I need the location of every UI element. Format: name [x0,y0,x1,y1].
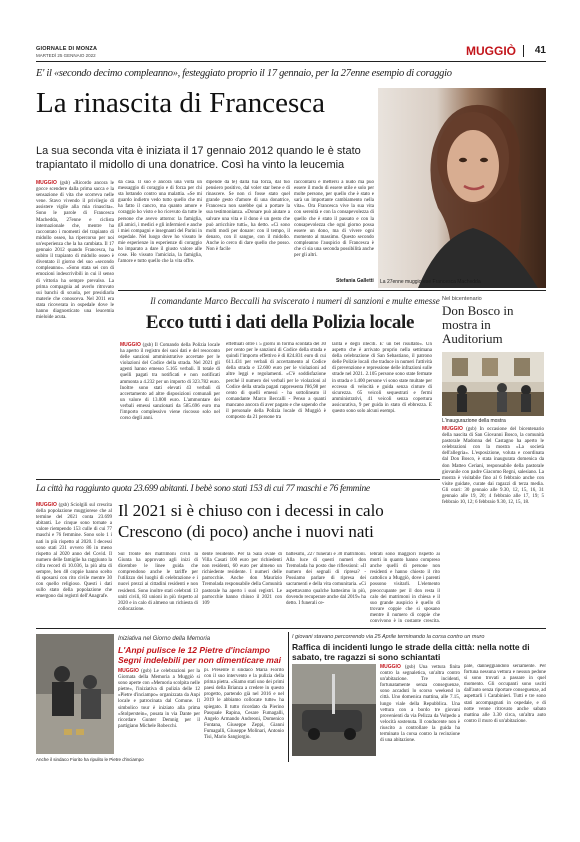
exhibition-illustration [442,352,544,416]
article-3-col-1 [36,502,112,624]
article-3-title: Il 2021 si è chiuso con i decessi in calo Crescono (di poco) anche i nuovi nati [118,501,384,541]
page-number: 41 [534,45,546,56]
page-number-divider [523,45,524,57]
sidebar-body [442,426,544,576]
article-3-col-2: Sul fronte dei matrimoni civili la Giunta ha approvato agli inizi di dicembre le linee guida che comprendono anche le tariffe per l'utilizzo dei luoghi di celebrazione e i nuovi prezzi ai cittadini residenti e non residenti. Sono inoltre stati celebrati 13 uniti civili, 83 unioni in più rispetto al 2020 e in calo di almeno un richiesta di collocazione. [118,552,198,612]
article-4-col-2: pi. Presente il sindaco Maria Fiorito con il suo intervento e la pulizia della prima pietra. «Siamo stati uno dei primi paesi della Brianza a credere in questo progetto, partendo già nel 2016 e nel 2019 le abbiamo collocate tutte» ha spiegato. Il tutto ricordato da Pierino Pasquale Rapina, Cesare Fumagalli, Angelo Armando Andreoni, Domenico Fontana, Giuseppe Zeppi, Gianni Fumagalli, Giuseppe Molinari, Antonio Tisi, Mario Sangiorgio. [204,668,284,741]
stumbling-stones-caption: Anche il sindaco Fiorito ha ripulito le Pietre d'inciampo [36,757,144,762]
article-4-kicker: Iniziativa nel Giorno della Memoria [118,636,211,642]
sidebar-kicker: Nel bicentenario [442,296,482,302]
article-2-author: (gsb) [142,343,153,348]
article-1-author: (gsb) [59,181,70,186]
article-2-kicker: Il comandante Marco Beccalli ha sviscerato i numeri di sanzioni e multe emesse [150,296,440,306]
article-5-col-2: pale, danneggiandolo seriamente. Per fortuna nessuna vettura e nessun pedone si sono trovati a passare in quel momento. Gli occupanti sono usciti dall'auto senza riportare conseguenze, ad aspettarli i Carabinieri. Tutti e tre sono stati accompagnati in ospedale, e di notte venne ritrovato anche sabato mattina alle 3.30 circa, un'altra auto contro il muro di un'abitazione. [464,664,546,724]
article-1-subtitle: La sua seconda vita è iniziata il 17 gennaio 2012 quando le è stato trapiantato il midollo di una donatrice. Così ha vinto la leucemia [36,145,361,171]
article-5-kicker: I giovani stavano percorrendo via 25 Aprile terminando la corsa contro un muro [292,634,485,640]
article-4-col-1 [118,668,200,760]
article-1-col-1 [36,180,114,480]
article-3-col-5: lebrati sono maggiori rispetto ai morti in quanto hanno compreso anche quelli di persone non residenti e hanno chiesto il rito cattolico a Muggiò, dove i parenti possono visitarli. L'elemento preoccupante per il don resta il calo dei matrimoni in chiesa e il suo grande auspicio è quello di trovare coppie che si sposano mentre il numero di coppie che convivono è in costante crescita. [370,552,440,624]
portrait-illustration [378,88,546,288]
article-2-col-3: larità e degli illeciti. E' un bel risultato». Un aspetto che è arrivato proprio nella settimana della celebrazione di San Sebastiano, il patrono delle Polizie locali che traduce in numeri l'attività di prevenzione e repressione delle infrazioni sulle strade nel 2021. 2.105 persone sono state fermate in strada e 1.400 persone vi sono state multate per eccesso di velocità e guida senza cinture di sicurezza. 65 veicoli sequestrati e fermi amministrativi, 41 veicoli senza copertura assicurativa, 9 per guida in stato di ebbrezza. E questo sono solo alcuni esempi. [332,342,432,415]
stumbling-stones-photo [36,634,114,754]
francesca-portrait-photo [378,88,546,288]
article-3-kicker: La città ha raggiunto quota 23.699 abitanti. I bebè sono stati 153 di cui 77 maschi e 76 femmine [36,484,370,494]
exhibition-photo [442,352,544,416]
article-2-title: Ecco tutti i dati della Polizia locale [145,312,415,333]
newspaper-name: GIORNALE DI MONZA [36,46,98,52]
portrait-caption: La 27enne muggiorese Francesca Machedda [380,279,481,285]
sidebar-text: In occasione del bicentenario della nascita di San Giovanni Bosco, la comunità pastorale Madonna del Castagno ha aperto le celebrazioni con la mostra «La società dell'allegria». L'esposizione, voluta e coordinata dal Don Bosco, è stata inaugurata domenica da don Matteo Ceriani, responsabile della pastorale giovanile con padre Giacomo Regni, salesiano. La mostra è visitabile fino al 6 febbraio anche con visite guidate, curate dai ragazzi di terza media. Gli orari: 30 gennaio alle 9.30, 12, 15, 16, 31 gennaio alle 19, 20; 4 febbraio alle 17, 19; 5 febbraio 10, 12; 6 febbraio 9.30, 12, 15, 18. [442,427,544,506]
sidebar-author: (gsb) [466,427,477,432]
article-divider [288,632,289,762]
article-5-text-1: Una vettura finita contro la segnaletica, un'altra contro un'abitazione. Tre incidenti, fortunatamente senza conseguenze, sono accaduti lo scorso weekend in città. Uno domenica mattina, alle 7.15, lungo viale della Repubblica. Una vettura con a bordo tre giovani provenienti da via Pelizza da Volpedo a velocità sostenuta. Il conducente non è riuscito a controllare la guida ha terminato la corsa contro la recinzione di una abitazione. [380,665,460,744]
section-brand: MUGGIÒ [466,44,516,58]
header-rule [36,61,546,62]
article-1-col-2: da casa. Il suo è ancora una volta un messaggio di coraggio e di forza per chi sta lottando contro una malattia. «Se mi guardo indietro vedo tutto quello che mi ha fatto il cancro, ma quanto amore e coraggio ho visto e ho ricevuto da tutte le persone che avevo attorno: la famiglia, gli amici, i medici e gli infermieri e anche i miei compagni e insegnanti del Parini in ospedale. Nel luogo dove ho vissuto le mie esperienze in esperienze di coraggio ho imparato a dare il giusto valore alle cose. Ho vissuto l'amicizia, la famiglia, l'amore e tutto quello che la vita offre. [118,180,202,265]
article-1-kicker: E' il «secondo decimo compleanno», festeggiato proprio il 17 gennaio, per la 27enne esempio di coraggio [36,68,452,79]
article-1-col-4: raccontarsi e mettersi a nudo ma può essere il modo di essere utile e solo per molte persone, per quello che è stato e sarà un importante cambiamento nella vita». Ora Francesca vive la sua vita con serenità e con la consapevolezza di quello che è stato il passato e con la consapevolezza che ogni giorno possa essere un dono, ma di vivere ogni momento al massimo. Questo secondo compleanno l'auspicio di Francesca è che ci sia una seconda possibilità anche per gli altri. [294,180,374,259]
article-2-col-2: effettuati oltre i 5 giorni in forma scontata del 30 per cento per le sanzioni di Codice della strada e quindi l'importo effettivo è di 824.831 euro di cui 611.431 per verbali di accertamento al Codice della strada e 12.600 euro per le violazioni ad altre leggi e regolamenti. «C'è soddisfazione perché il numero dei verbali per le violazioni al Codice della strada pagati rappresenta l'86,98 per cento di quelli emessi - ha sottolineato il comandante Marco Beccalli - Penso a quanti mancano ancora di aver pagato e che sapendo che il personale della Polizia locale di Muggiò è composto da 21 persone tra [226,342,326,421]
article-4-text-1: Le celebrazioni per la Giornata della Memoria a Muggiò si sono aperte con «Memoria scolpita nelle pietre», l'iniziativa di pulizia delle 12 «Pietre d'inciampo» organizzata da Anpi locale e patrocinata dal Comune. Il simbolico tour è iniziato alla prima «Stolperstein», posata in via Dante per ricordare Gunter Demnig per il partigiano Michele Robecchi. [118,669,200,729]
sidebar-place-tag: MUGGIÒ [442,426,463,432]
article-5-title: Raffica di incidenti lungo le strade della città: nella notte di sabato, tre ragazzi si sono schiantati [292,642,530,662]
article-4-title: L'Anpi pulisce le 12 Pietre d'inciampo Segni indelebili per non dimenticare mai [118,645,281,665]
sidebar-title: Don Bosco in mostra in Auditorium [442,303,514,346]
crash-photo [292,664,376,756]
article-5-col-1 [380,664,460,760]
article-4-author: (gsb) [141,669,152,674]
article-2-bottom-rule [36,479,440,480]
issue-date: MARTEDÌ 25 GENNAIO 2022 [36,53,96,58]
photo-credit: Stefania Galletti [336,278,374,284]
sidebar-don-bosco [440,290,546,580]
article-3-author: (gsb) [58,503,69,508]
article-1-title: La rinascita di Francesca [36,87,326,119]
article-1-text-1: «Ricordo ancora le gocce scendere dalla prima sacca e la sensazione di vita che scorreva nelle vene. Stavo vivendo il privilegio di assistere vigile alla mia rinascita». Sono le parole di Francesca Machedda, 27enne e ciclista internazionale che, mentre ha raccontato i momenti del trapianto di midollo osseo, ha ripercorso per noi un'esperienza che la ha cambiata. Il 17 gennaio 2012 quando Francesca, ha subito il trapianto di midollo osseo è diventato il giorno del suo «secondo compleanno». «Sono stata sei con di emozioni indescrivibili in cui il senso di vittoria ha sempre prevalso. La prima compagnia ad averlo ritrovato sui banchi di scuola, per presidiarla materie che conosceva. Nel 2011 era stata ricoverata in ospedale dove le hanno diagnosticato una leucemia mieloide acuta. [36,181,114,321]
article-3-col-4: battesimi, 227 funerali e 30 matrimoni. Alla luce di questi numeri don Tremolada ha posto due riflessioni: «Il numero dei segnali di ripresa? - Possiamo parlare di ripresa dei sacramenti e della vita comunitaria. «Ci aspettavamo qualche battesimo in più, dovendo recuperare anche dal 2019» ha detto. I funerali ce- [286,552,366,606]
article-3-col-3: dente residente. Per la Sala ovale di Villa Casati 100 euro per richiedenti non residenti, 60 euro per almeno un richiedente residente. I numeri delle parrocchie. Anche don Maurizio Tremolada responsabile della Comunità pastorale ha aperto i suoi registri. Le parrocchie hanno chiuso il 2021 con 109 [202,552,282,606]
article-5-place-tag: MUGGIÒ [380,664,401,670]
article-4-place-tag: MUGGIÒ [118,668,139,674]
crash-illustration [292,664,376,756]
article-2-place-tag: MUGGIÒ [120,342,141,348]
article-1-place-tag: MUGGIÒ [36,180,57,186]
article-1-col-3: dipende da te) dalla tua forza, dal tuo pensiero positivo, dal voler star bene e di rinascere. Se non ci fosse stato quel grande gesto d'amore di una donatrice, Francesca non sarebbe qui a portare la sua testimonianza. «Donare può aiutare a salvare una vita e il dono è un gesto che può arricchire tutti», ha detto. «Ci sono molti modi per donare: con il tempo, il denaro, con il sangue, con il midollo. Anche io cerco di dare quello che posso. Non è facile [206,180,290,253]
article-3-place-tag: MUGGIÒ [36,502,57,508]
stumbling-stones-illustration [36,634,114,754]
article-3-bottom-rule [36,628,546,629]
article-2-col-1 [120,342,220,442]
article-5-author: (gsb) [404,665,416,670]
article-3-text-1: Sciolgili sul crescita della popolazione muggiorese che al termine del 2021 conta 23.699 abitanti. Le cinque sono tornate a valore riempendo 153 culle di cui 77 maschi e 76 femmine. Sono solo 1 i nati in più rispetto al 2020. I decessi sono stati 231 ovvero 86 in meno rispetto al 2020 anno del Covid. Il numero delle famiglie ha raggiunto la cifra record di 10.036, la più alta di sempre, ben 48 coppie hanno scelto di sposarsi con rito civile mentre 30 con quello religioso. Questi i dati sullo stato della popolazione che emergono dai registri dell'Anagrafe. [36,503,112,600]
exhibition-caption: L'inaugurazione della mostra [442,418,506,424]
article-2-text-1: Il Comando della Polizia locale ha aperto il registro dei suoi dati e del resoconto delle sanzioni amministrative accertate per le violazioni del Codice della strada. Nel 2021 gli agenti hanno emesso 5.165 verbali. Il totale di quelli pagati tra notificati e non notificati ammonta a 4.232 per un importo di 323.782 euro. Inoltre sono stati elevati 43 verbali di accertamento ad altre disposizioni comunali per un valore di 13.000 euro. L'ammontare dei verbali emessi sanzionati da 585.696 euro ma l'importo complessivo viene riscosso solo nel corso degli anni. [120,343,220,422]
